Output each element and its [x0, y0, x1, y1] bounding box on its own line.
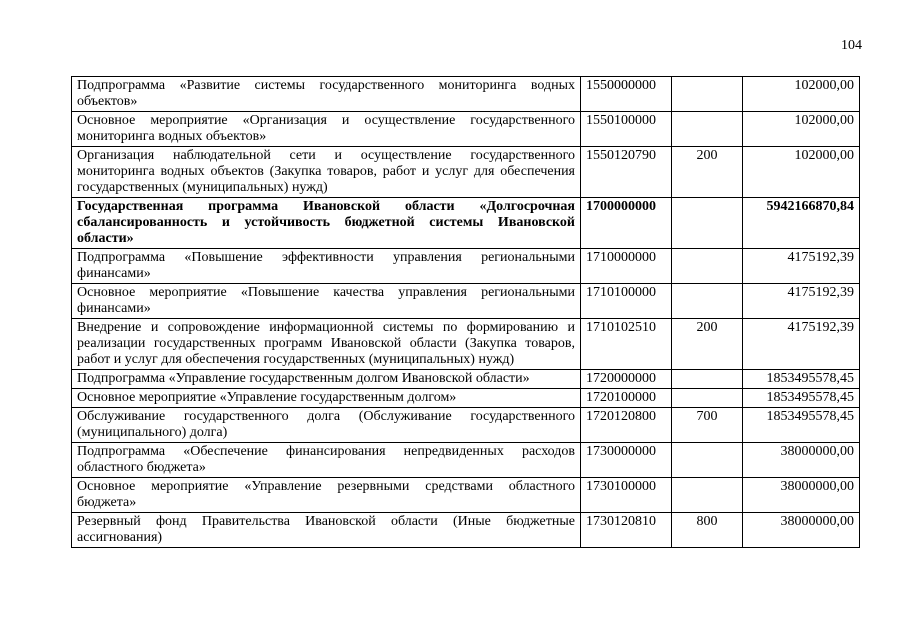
row-name: Подпрограмма «Управление государственным долгом Ивановской области» — [72, 370, 581, 389]
row-expense-type — [672, 249, 743, 284]
row-sum: 4175192,39 — [743, 249, 860, 284]
row-sum: 38000000,00 — [743, 513, 860, 548]
row-expense-type — [672, 443, 743, 478]
table-row — [72, 513, 860, 548]
row-code: 1720000000 — [581, 370, 672, 389]
row-expense-type — [672, 198, 743, 249]
row-name: Основное мероприятие «Организация и осуществление государственного мониторинга водных объектов» — [72, 112, 581, 147]
row-expense-type: 700 — [672, 408, 743, 443]
row-name: Обслуживание государственного долга (Обслуживание государственного (муниципального) долга) — [72, 408, 581, 443]
page-number: 104 — [841, 38, 862, 53]
row-sum: 38000000,00 — [743, 478, 860, 513]
row-name: Резервный фонд Правительства Ивановской области (Иные бюджетные ассигнования) — [72, 513, 581, 548]
row-name: Подпрограмма «Развитие системы государственного мониторинга водных объектов» — [72, 77, 581, 112]
table-row — [72, 389, 860, 408]
row-sum: 1853495578,45 — [743, 389, 860, 408]
row-sum: 5942166870,84 — [743, 198, 860, 249]
row-sum: 102000,00 — [743, 77, 860, 112]
table-row — [72, 284, 860, 319]
row-expense-type — [672, 389, 743, 408]
row-sum: 102000,00 — [743, 147, 860, 198]
row-name: Основное мероприятие «Повышение качества управления региональными финансами» — [72, 284, 581, 319]
row-code: 1700000000 — [581, 198, 672, 249]
row-code: 1730000000 — [581, 443, 672, 478]
row-code: 1720100000 — [581, 389, 672, 408]
row-sum: 38000000,00 — [743, 443, 860, 478]
row-expense-type — [672, 284, 743, 319]
row-expense-type — [672, 112, 743, 147]
row-code: 1710100000 — [581, 284, 672, 319]
row-code: 1550000000 — [581, 77, 672, 112]
row-code: 1730120810 — [581, 513, 672, 548]
table-row — [72, 112, 860, 147]
row-code: 1730100000 — [581, 478, 672, 513]
table-row — [72, 249, 860, 284]
row-sum: 1853495578,45 — [743, 370, 860, 389]
table-row — [72, 370, 860, 389]
budget-table — [71, 76, 860, 548]
row-sum: 1853495578,45 — [743, 408, 860, 443]
row-name: Организация наблюдательной сети и осуществление государственного мониторинга водных объектов (Закупка товаров, работ и услуг для обеспечения государственных (муниципальных) нужд) — [72, 147, 581, 198]
row-name: Подпрограмма «Обеспечение финансирования непредвиденных расходов областного бюджета» — [72, 443, 581, 478]
table-row — [72, 198, 860, 249]
row-expense-type: 200 — [672, 319, 743, 370]
row-code: 1720120800 — [581, 408, 672, 443]
row-name: Подпрограмма «Повышение эффективности управления региональными финансами» — [72, 249, 581, 284]
row-name: Основное мероприятие «Управление резервными средствами областного бюджета» — [72, 478, 581, 513]
row-expense-type — [672, 478, 743, 513]
row-sum: 102000,00 — [743, 112, 860, 147]
row-code: 1550100000 — [581, 112, 672, 147]
table-row — [72, 443, 860, 478]
row-sum: 4175192,39 — [743, 319, 860, 370]
row-expense-type: 800 — [672, 513, 743, 548]
row-name: Основное мероприятие «Управление государственным долгом» — [72, 389, 581, 408]
table-row — [72, 147, 860, 198]
table-row — [72, 77, 860, 112]
table-row — [72, 408, 860, 443]
row-expense-type — [672, 77, 743, 112]
row-expense-type: 200 — [672, 147, 743, 198]
row-name: Государственная программа Ивановской области «Долгосрочная сбалансированность и устойчивость бюджетной системы Ивановской области» — [72, 198, 581, 249]
row-code: 1550120790 — [581, 147, 672, 198]
row-code: 1710000000 — [581, 249, 672, 284]
table-row — [72, 478, 860, 513]
table-row — [72, 319, 860, 370]
row-name: Внедрение и сопровождение информационной системы по формированию и реализации государственных программ Ивановской области (Закупка товаров, работ и услуг для обеспечения государственных (муниципальных) нужд) — [72, 319, 581, 370]
row-code: 1710102510 — [581, 319, 672, 370]
row-expense-type — [672, 370, 743, 389]
row-sum: 4175192,39 — [743, 284, 860, 319]
